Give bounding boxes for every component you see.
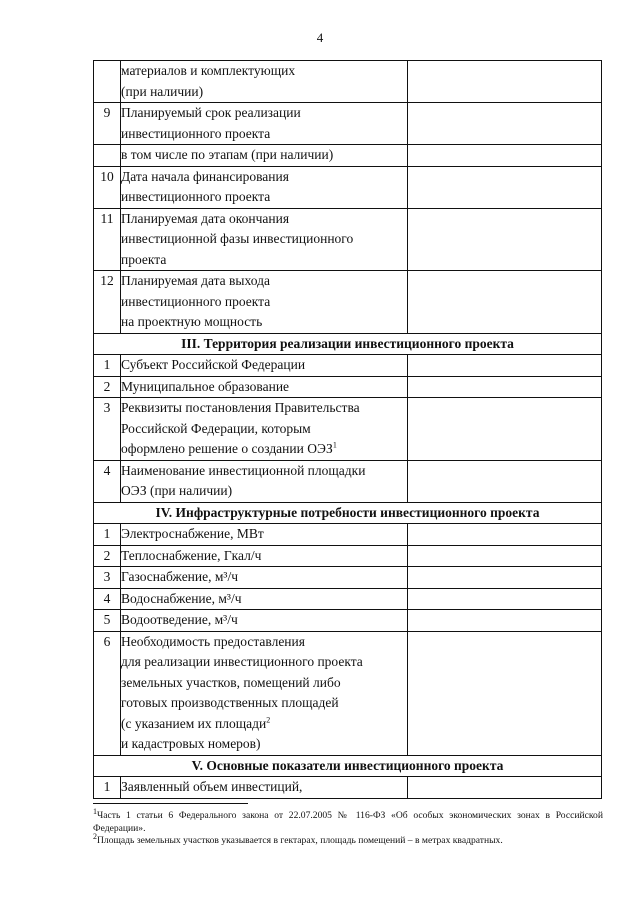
row-label-line [121, 229, 407, 250]
table-row [94, 567, 602, 589]
row-label-line [121, 355, 407, 376]
row-label-line [121, 187, 407, 208]
row-label-text: Необходимость предоставления [121, 633, 305, 649]
row-label-text: проекта [121, 251, 167, 267]
footnote-2 [93, 831, 603, 848]
row-label-text: Наименование инвестиционной площадки [121, 462, 366, 478]
table-row [94, 376, 602, 398]
row-label-line [121, 439, 407, 460]
row-label-text: инвестиционного проекта [121, 125, 271, 141]
row-number: 1 [94, 524, 121, 546]
section-title: IV. Инфраструктурные потребности инвестиционного проекта [94, 502, 602, 524]
value-cell[interactable] [408, 588, 602, 610]
footnote-1-mark: 1 [93, 806, 97, 816]
row-label-text: Российской Федерации, которым [121, 420, 311, 436]
row-label [121, 376, 408, 398]
row-label-text: Дата начала финансирования [121, 168, 289, 184]
row-label [121, 355, 408, 377]
section-header-territory [94, 333, 602, 355]
value-cell[interactable] [408, 777, 602, 799]
row-label-line [121, 734, 407, 755]
row-number: 2 [94, 545, 121, 567]
row-label [121, 588, 408, 610]
section-header-indicators [94, 755, 602, 777]
row-label [121, 524, 408, 546]
row-label-text: для реализации инвестиционного проекта [121, 654, 363, 669]
value-cell[interactable] [408, 61, 602, 103]
row-label-line [121, 209, 407, 230]
row-label-text: инвестиционного проекта [121, 293, 271, 309]
table-row [94, 103, 602, 145]
row-label-line [121, 103, 407, 124]
row-label-line [121, 271, 407, 292]
value-cell[interactable] [408, 460, 602, 502]
row-label-text: Газоснабжение, м³/ч [121, 569, 239, 584]
row-label-line [121, 546, 407, 567]
value-cell[interactable] [408, 610, 602, 632]
value-cell[interactable] [408, 166, 602, 208]
value-cell[interactable] [408, 145, 602, 167]
row-label-text: Планируемая дата выхода [121, 273, 270, 288]
value-cell[interactable] [408, 355, 602, 377]
value-cell[interactable] [408, 103, 602, 145]
row-label-text: Заявленный объем инвестиций, [121, 779, 303, 794]
value-cell[interactable] [408, 524, 602, 546]
row-label-text: Теплоснабжение, Гкал/ч [121, 547, 262, 563]
row-label-text: в том числе по этапам (при наличии) [121, 147, 334, 162]
value-cell[interactable] [408, 376, 602, 398]
row-label [121, 460, 408, 502]
form-table-body [94, 61, 602, 799]
page-number: 4 [316, 30, 324, 45]
table-row [94, 524, 602, 546]
row-label-text: Субъект Российской Федерации [121, 357, 306, 372]
row-label-line [121, 377, 407, 398]
row-label-text: Водоснабжение, м³/ч [121, 590, 242, 606]
row-label-text: инвестиционной фазы инвестиционного [121, 231, 354, 246]
value-cell[interactable] [408, 208, 602, 271]
row-label-line [121, 461, 407, 482]
footnotes [93, 806, 603, 848]
row-label-line [121, 250, 407, 271]
table-row [94, 398, 602, 461]
value-cell[interactable] [408, 567, 602, 589]
footnote-1 [93, 806, 603, 835]
row-label [121, 61, 408, 103]
footnote-reference: 2 [266, 715, 271, 724]
row-label-text: (при наличии) [121, 83, 204, 99]
row-label-line [121, 714, 407, 735]
row-label-line [121, 632, 407, 653]
row-label [121, 166, 408, 208]
row-label-text: Реквизиты постановления Правительства [121, 400, 360, 415]
footnote-1-text: Часть 1 статьи 6 Федерального закона от 22.07.2005 № 116-ФЗ «Об особых экономических зонах в Российской Федерации». [93, 810, 603, 834]
table-row [94, 545, 602, 567]
row-label-text: Планируемая дата окончания [121, 210, 290, 226]
table-row [94, 166, 602, 208]
table-row [94, 460, 602, 502]
row-number [94, 61, 121, 103]
row-label-text: Водоотведение, м³/ч [121, 612, 238, 627]
row-number: 10 [94, 166, 121, 208]
row-label-text: Муниципальное образование [121, 378, 290, 394]
row-label-line [121, 145, 407, 166]
value-cell[interactable] [408, 631, 602, 755]
row-label-text: (с указанием их площади [121, 715, 267, 731]
row-label-line [121, 167, 407, 188]
row-number: 9 [94, 103, 121, 145]
section-header-infrastructure [94, 502, 602, 524]
row-label-line [121, 567, 407, 588]
row-label-line [121, 292, 407, 313]
footnote-reference: 1 [332, 440, 337, 450]
row-number: 3 [94, 567, 121, 589]
value-cell[interactable] [408, 398, 602, 461]
row-label [121, 777, 408, 799]
row-label-line [121, 693, 407, 714]
row-label-text: Планируемый срок реализации [121, 105, 301, 120]
row-label-line [121, 398, 407, 419]
row-label-line [121, 652, 407, 673]
row-number: 4 [94, 460, 121, 502]
row-label-text: на проектную мощность [121, 314, 263, 329]
row-label-text: земельных участков, помещений либо [121, 674, 341, 690]
value-cell[interactable] [408, 271, 602, 334]
row-label-text: Электроснабжение, МВт [121, 526, 264, 541]
row-label-text: оформлено решение о создании ОЭЗ [121, 441, 333, 456]
row-label-line [121, 312, 407, 333]
row-label-line [121, 419, 407, 440]
row-label-line [121, 524, 407, 545]
row-label-line [121, 777, 407, 798]
table-row [94, 777, 602, 799]
footnote-separator [93, 803, 248, 804]
row-label [121, 610, 408, 632]
table-row [94, 610, 602, 632]
row-number: 3 [94, 398, 121, 461]
row-number: 1 [94, 355, 121, 377]
row-number: 12 [94, 271, 121, 334]
row-number: 1 [94, 777, 121, 799]
row-label-text: инвестиционного проекта [121, 189, 271, 204]
table-row [94, 145, 602, 167]
row-number: 11 [94, 208, 121, 271]
row-label [121, 631, 408, 755]
row-label-text: готовых производственных площадей [121, 695, 339, 710]
row-label [121, 271, 408, 334]
table-row [94, 631, 602, 755]
row-number: 6 [94, 631, 121, 755]
row-label-line [121, 82, 407, 103]
table-row [94, 355, 602, 377]
row-label-line [121, 589, 407, 610]
row-label-line [121, 481, 407, 502]
table-row [94, 271, 602, 334]
row-label [121, 545, 408, 567]
value-cell[interactable] [408, 545, 602, 567]
row-label-line [121, 673, 407, 694]
table-row [94, 61, 602, 103]
table-row [94, 208, 602, 271]
footnote-2-text: Площадь земельных участков указывается в гектарах, площадь помещений – в метрах квадратных. [97, 835, 503, 846]
row-label [121, 567, 408, 589]
row-label-line [121, 124, 407, 145]
footnote-2-mark: 2 [93, 831, 97, 841]
row-label [121, 398, 408, 461]
row-number: 5 [94, 610, 121, 632]
section-title: V. Основные показатели инвестиционного проекта [94, 755, 602, 777]
row-label [121, 208, 408, 271]
row-number: 2 [94, 376, 121, 398]
row-label-line [121, 61, 407, 82]
row-label-text: ОЭЗ (при наличии) [121, 483, 233, 498]
row-label [121, 145, 408, 167]
row-number [94, 145, 121, 167]
row-label-line [121, 610, 407, 631]
application-form-table [93, 60, 602, 799]
row-number: 4 [94, 588, 121, 610]
section-title: III. Территория реализации инвестиционного проекта [94, 333, 602, 355]
row-label [121, 103, 408, 145]
row-label-text: и кадастровых номеров) [121, 736, 261, 751]
table-row [94, 588, 602, 610]
row-label-text: материалов и комплектующих [121, 63, 296, 78]
